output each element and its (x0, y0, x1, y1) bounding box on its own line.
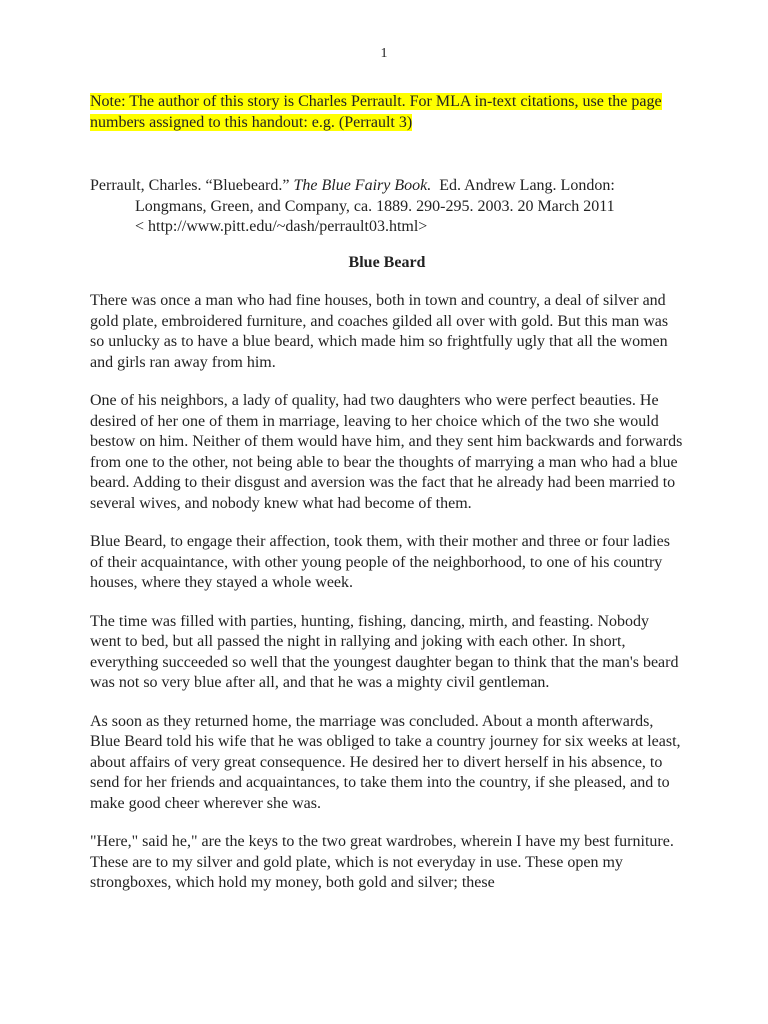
story-paragraph: "Here," said he," are the keys to the two great wardrobes, wherein I have my best furniture. These are to my silver and gold plate, which is not everyday in use. These open my strongboxes, which hold my money, both gold and silver; these (90, 833, 674, 891)
story-paragraph: Blue Beard, to engage their affection, took them, with their mother and three or four ladies of their acquaintance, with other young people of the neighborhood, to one of his country houses, where they stayed a whole week. (90, 533, 670, 591)
citation (90, 176, 684, 238)
highlighted-note (90, 92, 684, 133)
citation-rest: Ed. Andrew Lang. London: (431, 177, 615, 194)
page-number: 1 (380, 46, 388, 61)
story-paragraph: As soon as they returned home, the marriage was concluded. About a month afterwards, Blue Beard told his wife that he was obliged to take a country journey for six weeks at least, about affairs of very great consequence. He desired her to divert herself in his absence, to send for her friends and acquaintances, to take them into the country, if she pleased, and to make good cheer wherever she was. (90, 712, 681, 812)
story-paragraph: There was once a man who had fine houses, both in town and country, a deal of silver and gold plate, embroidered furniture, and coaches gilded all over with gold. But this man was so unlucky as to have a blue beard, which made him so frightfully ugly that all the women and girls ran away from him. (90, 292, 669, 371)
document-body (90, 92, 684, 894)
citation-url-line: < http://www.pitt.edu/~dash/perrault03.html> (135, 218, 428, 235)
story-title: Blue Beard (348, 253, 426, 271)
citation-lead: Perrault, Charles. “Bluebeard.” (90, 177, 294, 194)
story-paragraph: One of his neighbors, a lady of quality, had two daughters who were perfect beauties. He desired of her one of them in marriage, leaving to her choice which of the two she would bestow on him. Neither of them would have him, and they sent him backwards and forwards from one to the other, not being able to bear the thoughts of marrying a man who had a blue beard. Adding to their disgust and aversion was the fact that he already had been married to several wives, and nobody knew what had become of them. (90, 392, 683, 512)
story-paragraph: The time was filled with parties, hunting, fishing, dancing, mirth, and feasting. Nobody went to bed, but all passed the night in rallying and joking with each other. In short, everything succeeded so well that the youngest daughter began to think that the man's beard was not so very blue after all, and that he was a mighty civil gentleman. (90, 612, 679, 691)
note-text: Note: The author of this story is Charles Perrault. For MLA in-text citations, use the page numbers assigned to this handout: e.g. (Perrault 3) (90, 93, 662, 131)
citation-publisher-line: Longmans, Green, and Company, ca. 1889. 290-295. 2003. 20 March 2011 (135, 197, 615, 215)
citation-book-title: The Blue Fairy Book. (293, 177, 432, 194)
